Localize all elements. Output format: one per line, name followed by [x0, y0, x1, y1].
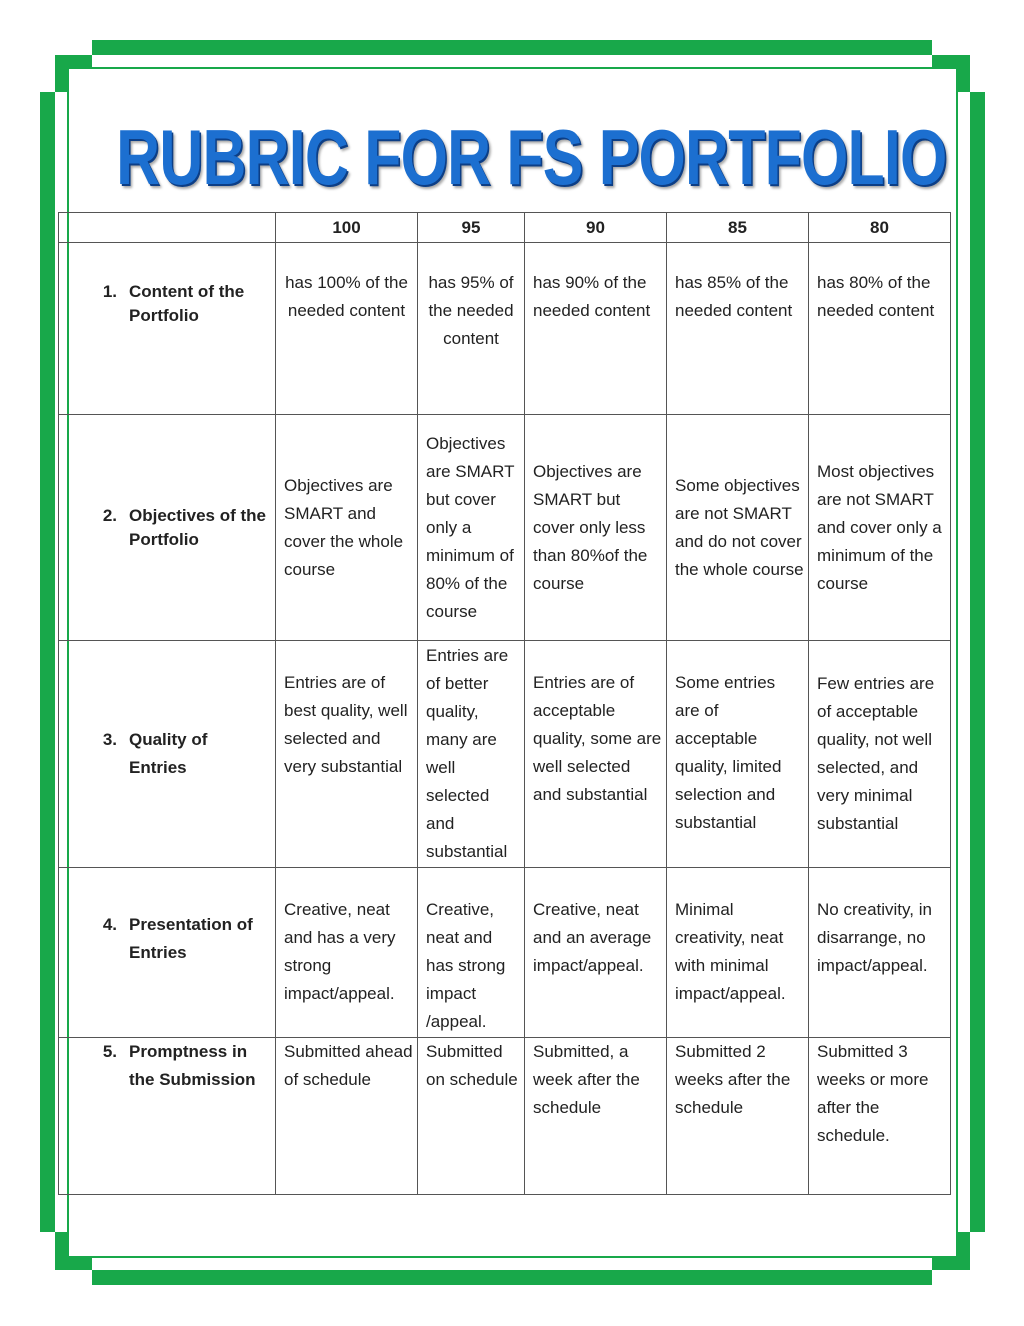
criterion-cell — [59, 641, 276, 868]
page-title: RUBRIC FOR FS PORTFOLIO — [116, 113, 947, 201]
descriptor-cell: Submitted, a week after the schedule — [525, 1038, 667, 1195]
descriptor-cell: Submitted 2 weeks after the schedule — [667, 1038, 809, 1195]
criterion-number: 3. — [102, 730, 117, 749]
frame-corner-bl-v — [55, 1232, 67, 1270]
table-row — [59, 868, 951, 1038]
descriptor-cell: Submitted ahead of schedule — [276, 1038, 418, 1195]
frame-corner-tr-v — [958, 55, 970, 92]
descriptor-cell: Minimal creativity, neat with minimal impact/appeal. — [667, 868, 809, 1038]
header-cell-score: 90 — [525, 213, 667, 243]
descriptor-cell: Entries are of acceptable quality, some are well selected and substantial — [525, 641, 667, 868]
frame-inner-right-line — [956, 67, 958, 1258]
descriptor-cell: Creative, neat and has strong impact /appeal. — [418, 868, 525, 1038]
table-header-row — [59, 213, 951, 243]
descriptor-cell: Creative, neat and an average impact/appeal. — [525, 868, 667, 1038]
descriptor-cell: Creative, neat and has a very strong impact/appeal. — [276, 868, 418, 1038]
criterion-label: Quality of Entries — [129, 730, 208, 777]
criterion-label: Content of the Portfolio — [129, 281, 245, 325]
descriptor-cell: Submitted 3 weeks or more after the schedule. — [809, 1038, 951, 1195]
descriptor-cell: has 90% of the needed content — [525, 243, 667, 415]
header-cell-criterion — [59, 213, 276, 243]
descriptor-cell: Some objectives are not SMART and do not cover the whole course — [667, 415, 809, 641]
criterion-number: 4. — [102, 914, 117, 934]
frame-corner-tl-v — [55, 55, 67, 92]
criterion-cell — [59, 868, 276, 1038]
header-cell-score: 80 — [809, 213, 951, 243]
criterion-label: Promptness in the Submission — [129, 1042, 256, 1089]
table-row — [59, 243, 951, 415]
criterion-number: 1. — [102, 281, 117, 301]
table-row — [59, 1038, 951, 1195]
descriptor-cell: has 100% of the needed content — [276, 243, 418, 415]
descriptor-cell: has 80% of the needed content — [809, 243, 951, 415]
descriptor-cell: has 85% of the needed content — [667, 243, 809, 415]
descriptor-cell: No creativity, in disarrange, no impact/appeal. — [809, 868, 951, 1038]
frame-inner-bottom-line — [67, 1256, 958, 1258]
criterion-number: 2. — [102, 505, 117, 525]
descriptor-cell: Objectives are SMART and cover the whole course — [276, 415, 418, 641]
descriptor-cell: Some entries are of acceptable quality, limited selection and substantial — [667, 641, 809, 868]
descriptor-cell: Entries are of better quality, many are well selected and substantial — [418, 641, 525, 868]
header-cell-score: 95 — [418, 213, 525, 243]
header-cell-score: 85 — [667, 213, 809, 243]
rubric-table — [58, 212, 951, 1195]
frame-inner-top-line — [67, 67, 958, 69]
frame-corner-br-v — [958, 1232, 970, 1270]
descriptor-cell: Objectives are SMART but cover only less than 80%of the course — [525, 415, 667, 641]
criterion-label: Objectives of the Portfolio — [129, 505, 266, 549]
frame-left-bar — [40, 92, 55, 1232]
table-row — [59, 641, 951, 868]
criterion-cell — [59, 415, 276, 641]
descriptor-cell: has 95% of the needed content — [418, 243, 525, 415]
criterion-cell — [59, 1038, 276, 1195]
criterion-cell — [59, 243, 276, 415]
header-cell-score: 100 — [276, 213, 418, 243]
descriptor-cell: Most objectives are not SMART and cover only a minimum of the course — [809, 415, 951, 641]
table-row — [59, 415, 951, 641]
descriptor-cell: Submitted on schedule — [418, 1038, 525, 1195]
criterion-number: 5. — [102, 1042, 117, 1061]
descriptor-cell: Objectives are SMART but cover only a minimum of 80% of the course — [418, 415, 525, 641]
frame-top-bar — [92, 40, 932, 55]
criterion-label: Presentation of Entries — [129, 914, 253, 962]
descriptor-cell: Few entries are of acceptable quality, not well selected, and very minimal substantial — [809, 641, 951, 868]
frame-right-bar — [970, 92, 985, 1232]
descriptor-cell: Entries are of best quality, well selected and very substantial — [276, 641, 418, 868]
frame-bottom-bar — [92, 1270, 932, 1285]
